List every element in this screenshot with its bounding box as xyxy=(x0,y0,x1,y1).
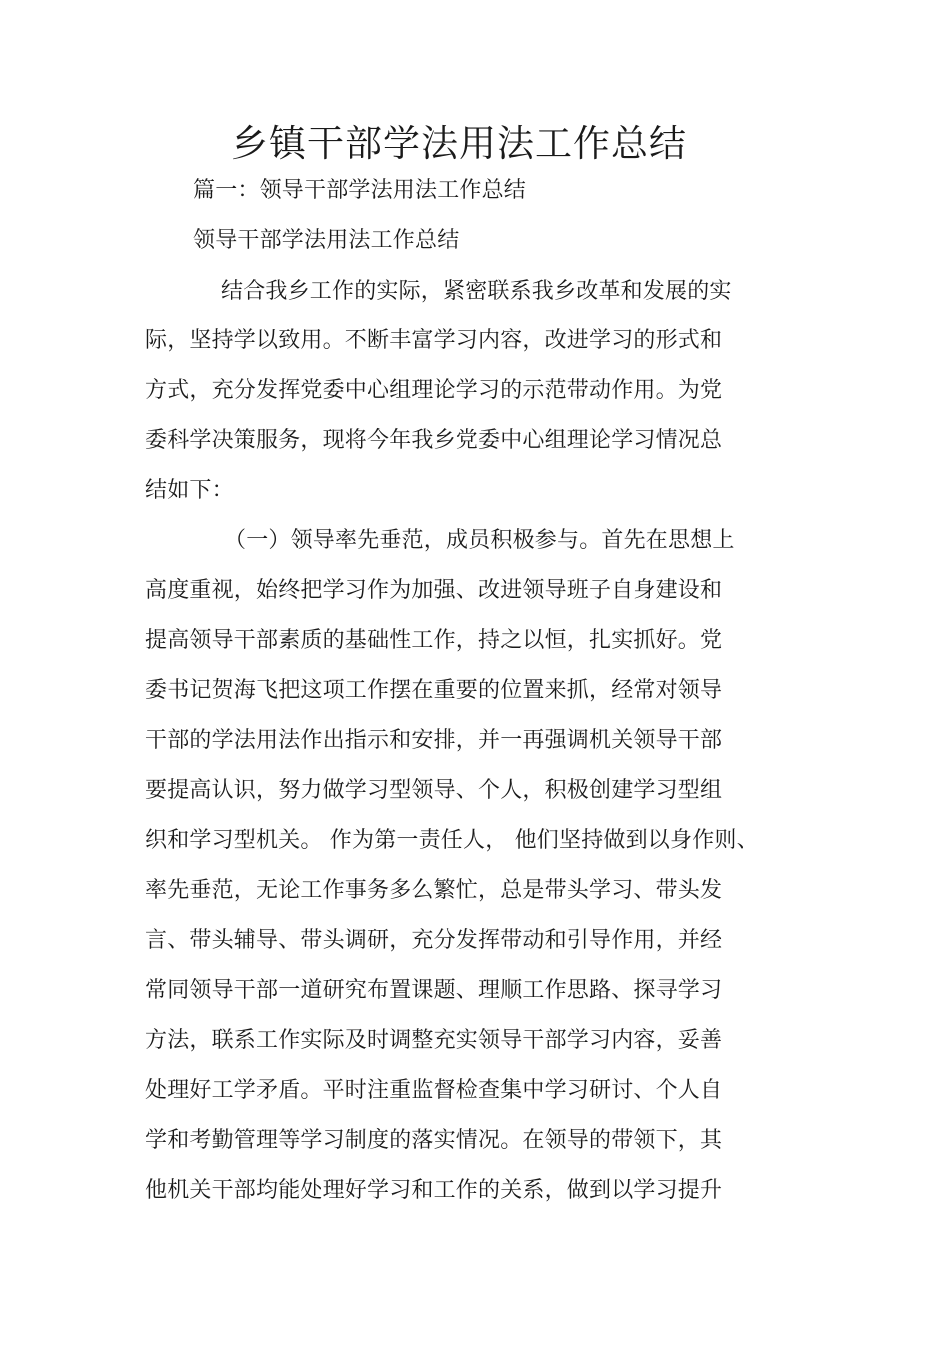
document-title: 乡镇干部学法用法工作总结 xyxy=(231,122,687,165)
heading-chapter-one: 篇一：领导干部学法用法工作总结 xyxy=(193,178,527,203)
paragraph-line: 干部的学法用法作出指示和安排，并一再强调机关领导干部 xyxy=(145,728,723,753)
paragraph-line: 学和考勤管理等学习制度的落实情况。在领导的带领下，其 xyxy=(145,1128,723,1153)
paragraph-line: 方式，充分发挥党委中心组理论学习的示范带动作用。为党 xyxy=(145,378,723,403)
paragraph-line: （一）领导率先垂范，成员积极参与。首先在思想上 xyxy=(224,528,735,553)
paragraph-line: 际，坚持学以致用。不断丰富学习内容，改进学习的形式和 xyxy=(145,328,723,353)
paragraph-line: 委书记贺海飞把这项工作摆在重要的位置来抓，经常对领导 xyxy=(145,678,723,703)
paragraph-line: 常同领导干部一道研究布置课题、理顺工作思路、探寻学习 xyxy=(145,978,723,1003)
paragraph-line: 率先垂范，无论工作事务多么繁忙，总是带头学习、带头发 xyxy=(145,878,723,903)
paragraph-line: 织和学习型机关。 作为第一责任人， 他们坚持做到以身作则、 xyxy=(145,828,759,853)
paragraph-line: 方法，联系工作实际及时调整充实领导干部学习内容，妥善 xyxy=(145,1028,723,1053)
paragraph-line: 处理好工学矛盾。平时注重监督检查集中学习研讨、个人自 xyxy=(145,1078,723,1103)
paragraph-line: 委科学决策服务，现将今年我乡党委中心组理论学习情况总 xyxy=(145,428,723,453)
heading-summary: 领导干部学法用法工作总结 xyxy=(193,228,460,253)
paragraph-line: 要提高认识，努力做学习型领导、个人，积极创建学习型组 xyxy=(145,778,723,803)
paragraph-line: 高度重视，始终把学习作为加强、改进领导班子自身建设和 xyxy=(145,578,723,603)
paragraph-line: 提高领导干部素质的基础性工作，持之以恒，扎实抓好。党 xyxy=(145,628,723,653)
paragraph-line: 结合我乡工作的实际，紧密联系我乡改革和发展的实 xyxy=(221,279,732,304)
paragraph-line: 结如下： xyxy=(145,478,234,503)
paragraph-line: 他机关干部均能处理好学习和工作的关系，做到以学习提升 xyxy=(145,1178,723,1203)
paragraph-line: 言、带头辅导、带头调研，充分发挥带动和引导作用，并经 xyxy=(145,928,723,953)
